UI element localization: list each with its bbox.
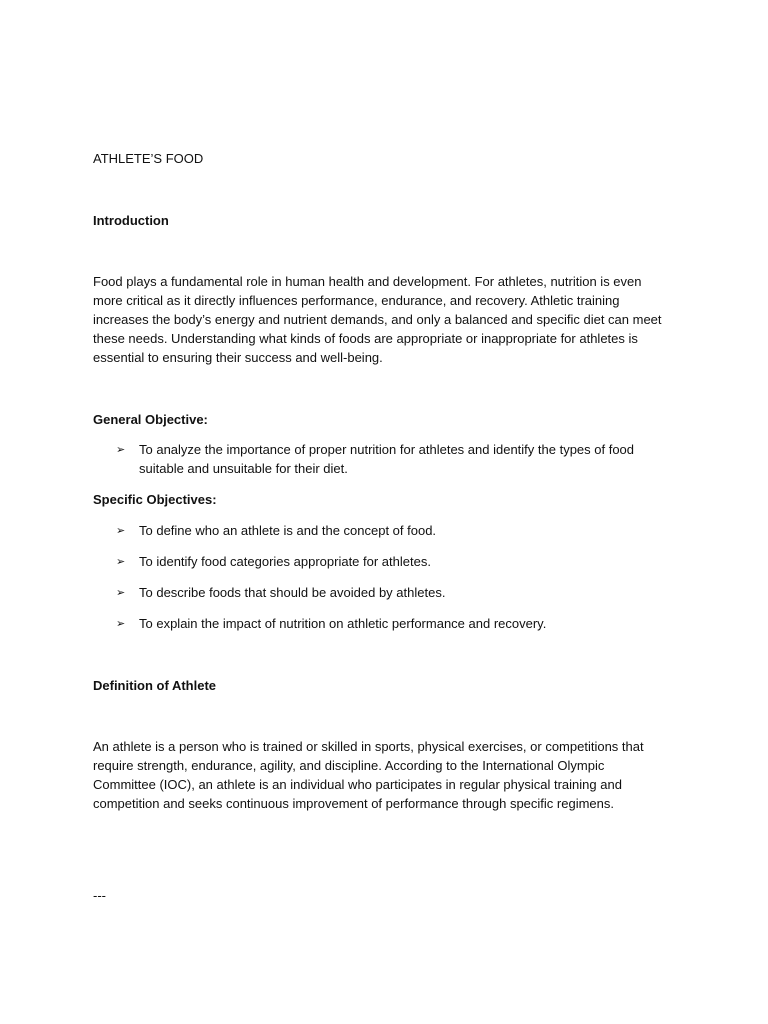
list-item <box>93 552 668 571</box>
definition-paragraph: An athlete is a person who is trained or skilled in sports, physical exercises, or competitions that require strength, endurance, agility, and discipline. According to the International Olympic Committee (IOC), an athlete is an individual who participates in regular physical training and competition and seeks continuous improvement of performance through specific regimens. <box>93 739 644 811</box>
list-item <box>93 440 668 478</box>
list-item <box>93 614 668 633</box>
introduction-heading: Introduction <box>93 213 169 228</box>
specific-objectives-heading: Specific Objectives: <box>93 492 217 507</box>
arrow-bullet-icon: ➢ <box>116 617 126 630</box>
arrow-bullet-icon: ➢ <box>116 443 126 456</box>
list-item-text: To describe foods that should be avoided by athletes. <box>139 585 446 600</box>
document-title: ATHLETE’S FOOD <box>93 151 204 166</box>
general-objective-list <box>93 440 668 478</box>
list-item <box>93 521 668 540</box>
arrow-bullet-icon: ➢ <box>116 586 126 599</box>
list-item <box>93 583 668 602</box>
list-item-text: To identify food categories appropriate for athletes. <box>139 554 431 569</box>
arrow-bullet-icon: ➢ <box>116 524 126 537</box>
definition-heading: Definition of Athlete <box>93 678 217 693</box>
list-item-text: To define who an athlete is and the concept of food. <box>139 523 437 538</box>
general-objective-heading: General Objective: <box>93 412 208 427</box>
list-item-text: To analyze the importance of proper nutrition for athletes and identify the types of food suitable and unsuitable for their diet. <box>139 442 635 476</box>
list-item-text: To explain the impact of nutrition on athletic performance and recovery. <box>139 616 547 631</box>
specific-objectives-list <box>93 521 668 645</box>
arrow-bullet-icon: ➢ <box>116 555 126 568</box>
introduction-paragraph: Food plays a fundamental role in human health and development. For athletes, nutrition is even more critical as it directly influences performance, endurance, and recovery. Athletic training increases the body’s energy and nutrient demands, and only a balanced and specific diet can meet these needs. Understanding what kinds of foods are appropriate or inappropriate for athletes is essential to ensuring their success and well-being. <box>93 274 662 365</box>
section-separator: --- <box>93 888 106 903</box>
